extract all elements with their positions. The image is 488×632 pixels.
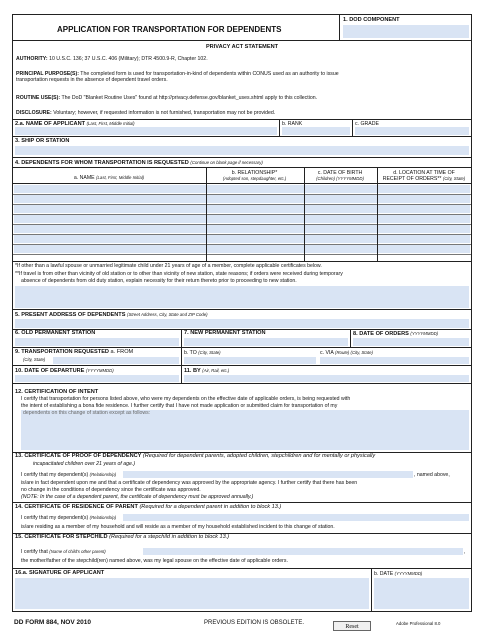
- cert-intent-line-2: the intent of establishing a bona fide residence. I further certify that I have not made application or submitted claim for transportation of my: [21, 403, 338, 409]
- signature-label: 16.a. SIGNATURE OF APPLICANT: [15, 570, 105, 576]
- note-double-asterisk-2: absence of dependents from old duty station, explain necessity for their return thereto prior to proceeding to new station.: [21, 278, 297, 284]
- disclosure-label: DISCLOSURE:: [16, 110, 52, 116]
- col-relationship-header: b. RELATIONSHIP* (Adopted son, stepdaughter, etc.): [222, 170, 287, 182]
- travel-by-field[interactable]: [184, 375, 469, 382]
- dod-component-field[interactable]: [343, 25, 469, 38]
- purpose-statement: [16, 71, 468, 83]
- cert-dependency-note: (NOTE: In the case of a dependent parent, the certificate of dependency must be approved annually.): [21, 494, 254, 500]
- rank-field[interactable]: [282, 127, 350, 135]
- grade-label: c. GRADE: [355, 121, 379, 127]
- new-station-field[interactable]: [184, 338, 348, 346]
- dod-component-label: 1. DOD COMPONENT: [343, 17, 400, 23]
- rank-label: b. RANK: [282, 121, 303, 127]
- purpose-text: The completed form is used for transportation-in-kind of dependents within CONUS used as an authority to issue: [80, 71, 339, 77]
- note-double-asterisk: **If travel is from other than vicinity of old station or to other than vicinity of new station, state reasons; if orders were received during temporary: [15, 271, 343, 277]
- transportation-requested-label: 9. TRANSPORTATION REQUESTED a. FROM: [15, 349, 134, 355]
- authority-text: 10 U.S.C. 136; 37 U.S.C. 406 (Military); DTR 4500.9-R, Chapter 102.: [49, 56, 208, 62]
- date-of-departure-field[interactable]: [15, 375, 179, 382]
- name-of-applicant-field[interactable]: [15, 127, 277, 135]
- cert-dependency-line-2: is/are in fact dependent upon me and that a certificate of dependency was approved by the appropriate agency. I further certify that there has been: [21, 480, 358, 486]
- remarks-field[interactable]: [15, 286, 469, 308]
- dependents-label: 4. DEPENDENTS FOR WHOM TRANSPORTATION IS REQUESTED (Continue on blank page if necessary): [15, 160, 263, 166]
- old-station-label: 6. OLD PERMANENT STATION: [15, 330, 96, 336]
- residence-relationship-field[interactable]: [123, 514, 469, 521]
- dependent-row-4[interactable]: [14, 215, 470, 223]
- cert-dependency-line-3: no change in the conditions of dependency since the certificate was approved.: [21, 487, 201, 493]
- adobe-version: Adobe Professional 8.0: [396, 621, 441, 626]
- note-single-asterisk: *If other than a lawful spouse or unmarried legitimate child under 21 years of age of a member, complete applicable certificates below.: [15, 263, 322, 269]
- comma: ,: [464, 549, 466, 555]
- dependency-relationship-field[interactable]: [123, 471, 413, 478]
- travel-by-label: 11. BY (Air, Rail, etc.): [184, 368, 230, 374]
- col-name-header: a. NAME (Last, First, Middle Initial): [73, 175, 145, 181]
- present-address-label: 5. PRESENT ADDRESS OF DEPENDENTS (Street Address, City, State and ZIP Code): [15, 312, 208, 318]
- grade-field[interactable]: [355, 127, 469, 135]
- cert-intent-line-3: dependents on this change of station except as follows:: [23, 410, 151, 416]
- cert-residence-title: 14. CERTIFICATE OF RESIDENCE OF PARENT (Required for a dependent parent in addition to block 13.): [15, 504, 282, 510]
- signature-date-label: b. DATE (YYYYMMDD): [374, 571, 423, 577]
- cert-residence-line-1: I certify that my dependent(s) (Relationship): [21, 515, 117, 521]
- signature-date-field[interactable]: [374, 578, 469, 609]
- date-of-orders-label: 8. DATE OF ORDERS (YYYYMMDD): [353, 331, 439, 337]
- cert-intent-title: 12. CERTIFICATION OF INTENT: [15, 389, 99, 395]
- cert-residence-line-2: is/are residing as a member of my household and will reside as a member of my household established incident to this change of station.: [21, 524, 335, 530]
- dependent-row-6[interactable]: [14, 235, 470, 243]
- cert-stepchild-line-2: the mother/father of the stepchild(ren) named above, was my legal spouse on the effective date of applicable orders.: [21, 558, 288, 564]
- col-location-header: d. LOCATION AT TIME OF RECEIPT OF ORDERS** (City, State): [382, 170, 466, 183]
- cert-dependency-line-1-end: , named above,: [414, 472, 450, 478]
- authority-label: AUTHORITY:: [16, 56, 48, 62]
- name-of-applicant-label: 2.a. NAME OF APPLICANT (Last, First, Middle Initial): [15, 121, 135, 127]
- present-address-field[interactable]: [15, 319, 469, 328]
- disclosure-text: Voluntary; however, if requested information is not furnished, transportation may not be provided.: [53, 110, 276, 116]
- via-field[interactable]: [320, 357, 469, 364]
- via-label: c. VIA (Route) (City, State): [320, 350, 373, 356]
- privacy-heading: PRIVACY ACT STATEMENT: [205, 44, 279, 50]
- form-title: APPLICATION FOR TRANSPORTATION FOR DEPENDENTS: [57, 25, 282, 34]
- dependent-row-5[interactable]: [14, 225, 470, 233]
- authority-statement: [16, 56, 468, 62]
- reset-button[interactable]: Reset: [333, 621, 371, 631]
- stepchild-other-parent-field[interactable]: [143, 548, 466, 555]
- from-field[interactable]: [53, 357, 179, 364]
- cert-dependency-title-hint-2: incapacitated children over 21 years of age.): [33, 461, 136, 467]
- signature-field[interactable]: [15, 578, 369, 609]
- to-field[interactable]: [184, 357, 316, 364]
- cert-dependency-title: 13. CERTIFICATE OF PROOF OF DEPENDENCY (Required for dependent parents, adopted children, stepchildren and for mentally or physically: [15, 453, 376, 459]
- obsolete-notice: PREVIOUS EDITION IS OBSOLETE.: [204, 620, 305, 626]
- cert-intent-line-1: I certify that transportation for persons listed above, who were my dependents on the effective date of applicable orders, is being requested with: [21, 396, 351, 402]
- purpose-label: PRINCIPAL PURPOSE(S):: [16, 71, 79, 77]
- dependent-row-2[interactable]: [14, 195, 470, 203]
- dd-form-884: [12, 14, 472, 612]
- routine-text: The DoD "Blanket Routine Uses" found at http://privacy.defense.gov/blanket_uses.shtml apply to this collection.: [61, 95, 318, 101]
- from-hint: (City, State): [23, 357, 46, 362]
- col-dob-header: c. DATE OF BIRTH (Children) (YYYYMMDD): [316, 170, 364, 182]
- form-id: DD FORM 884, NOV 2010: [14, 619, 91, 626]
- dependent-row-1[interactable]: [14, 185, 470, 193]
- purpose-text-2: transportation requests in the absence of dependent travel orders.: [16, 77, 168, 84]
- routine-uses-statement: [16, 95, 468, 101]
- date-of-orders-field[interactable]: [353, 338, 469, 346]
- old-station-field[interactable]: [15, 338, 179, 346]
- new-station-label: 7. NEW PERMANENT STATION: [184, 330, 266, 336]
- cert-dependency-line-1: I certify that my dependent(s) (Relationship): [21, 472, 117, 478]
- routine-label: ROUTINE USE(S):: [16, 95, 61, 101]
- disclosure-statement: [16, 110, 468, 116]
- ship-or-station-label: 3. SHIP OR STATION: [15, 138, 70, 144]
- cert-stepchild-line-1: I certify that (Name of child's other parent): [21, 549, 106, 555]
- ship-or-station-field[interactable]: [15, 146, 469, 155]
- dependent-row-3[interactable]: [14, 205, 470, 213]
- date-of-departure-label: 10. DATE OF DEPARTURE (YYYYMMDD): [15, 368, 114, 374]
- to-label: b. TO (City, State): [184, 350, 221, 356]
- dependent-row-7[interactable]: [14, 245, 470, 253]
- cert-stepchild-title: 15. CERTIFICATE FOR STEPCHILD (Required for a stepchild in addition to block 13.): [15, 534, 230, 540]
